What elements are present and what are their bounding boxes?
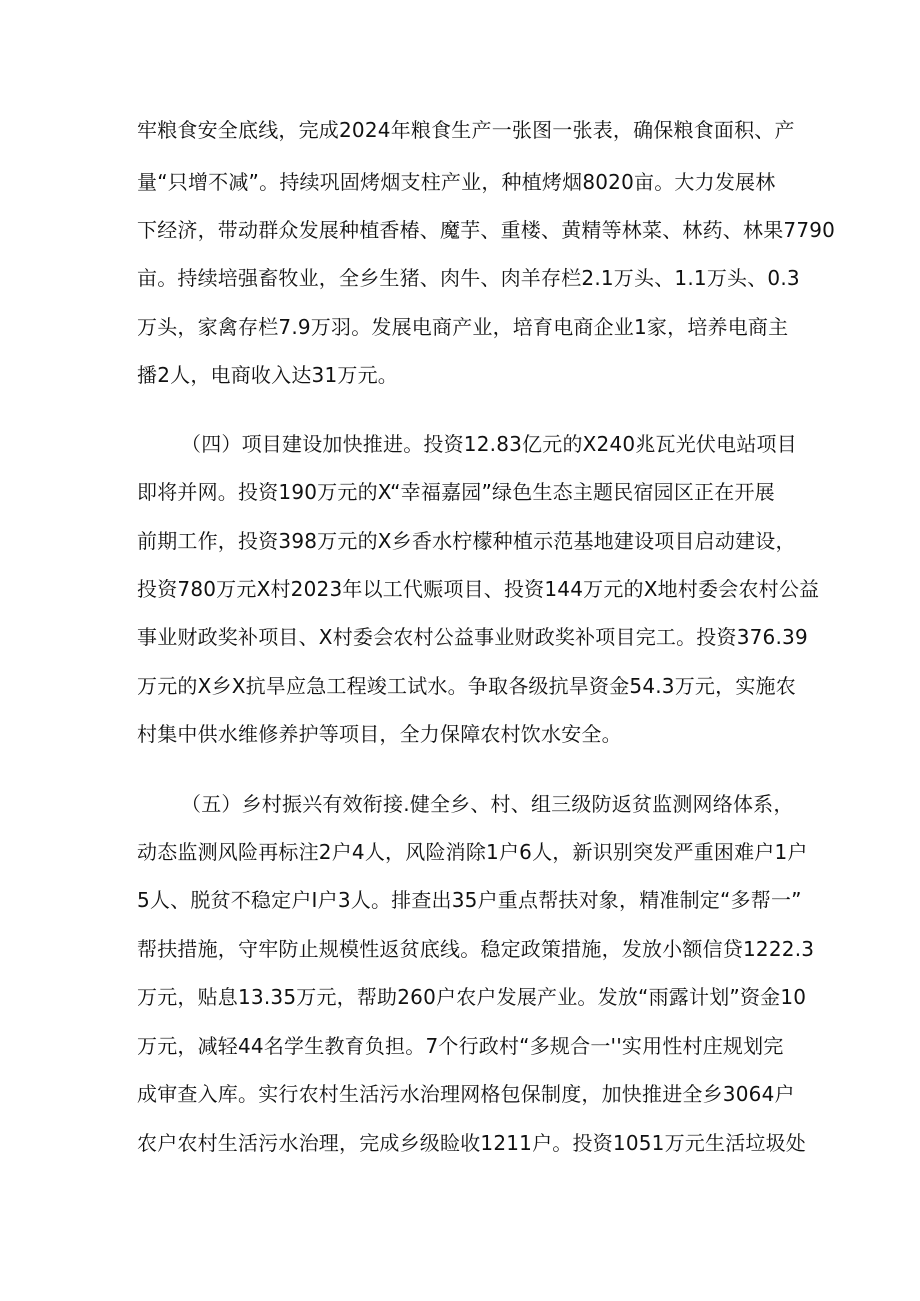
- paragraph-2-line-1: （四）项目建设加快推进。投资12.83亿元的X240兆瓦光伏电站项目: [181, 432, 797, 456]
- paragraph-2-line-4: 投资780万元X村2023年以工代赈项目、投资144万元的X地村委会农村公益: [137, 577, 820, 601]
- paragraph-2-line-5: 事业财政奖补项目、X村委会农村公益事业财政奖补项目完工。投资376.39: [137, 625, 808, 649]
- paragraph-1-line-5: 万头，家禽存栏7.9万羽。发展电商产业，培育电商企业1家，培养电商主: [137, 315, 789, 339]
- paragraph-3-line-5: 万元，贴息13.35万元，帮助260户农户发展产业。发放“雨露计划”资金10: [137, 985, 807, 1009]
- paragraph-1-line-1: 牢粮食安全底线，完成2024年粮食生产一张图一张表，确保粮食面积、产: [137, 118, 795, 142]
- paragraph-3-line-2: 动态监测风险再标注2户4人，风险消除1户6人，新识别突发严重困难户1户: [137, 840, 808, 864]
- paragraph-2-line-7: 村集中供水维修养护等项目，全力保障农村饮水安全。: [137, 722, 622, 746]
- paragraph-3-line-6: 万元，减轻44名学生教育负担。7个行政村“多规合一''实用性村庄规划完: [137, 1034, 784, 1058]
- paragraph-3-line-3: 5人、脱贫不稳定户I户3人。排查出35户重点帮扶对象，精准制定“多帮一”: [137, 888, 802, 912]
- paragraph-1-line-3: 下经济，带动群众发展种植香椿、魔芋、重楼、黄精等林菜、林药、林果7790: [137, 218, 836, 242]
- paragraph-2-line-6: 万元的X乡X抗旱应急工程竣工试水。争取各级抗旱资金54.3万元，实施农: [137, 674, 796, 698]
- paragraph-3-line-4: 帮扶措施，守牢防止规模性返贫底线。稳定政策措施，发放小额信贷1222.3: [137, 937, 815, 961]
- paragraph-1-line-6: 播2人，电商收入达31万元。: [137, 363, 398, 387]
- paragraph-3-line-8: 农户农村生活污水治理，完成乡级睑收1211户。投资1051万元生活垃圾处: [137, 1131, 806, 1155]
- paragraph-1-line-2: 量“只增不减”。持续巩固烤烟支柱产业，种植烤烟8020亩。大力发展林: [137, 170, 776, 194]
- paragraph-2-line-3: 前期工作，投资398万元的X乡香水柠檬种植示范基地建设项目启动建设，: [137, 529, 796, 553]
- paragraph-3-line-1: （五）乡村振兴有效衔接.健全乡、村、组三级防返贫监测网络体系，: [181, 792, 794, 816]
- paragraph-1-line-4: 亩。持续培强畜牧业，全乡生猪、肉牛、肉羊存栏2.1万头、1.1万头、0.3: [137, 266, 800, 290]
- paragraph-2-line-2: 即将并网。投资190万元的X“幸福嘉园”绿色生态主题民宿园区正在开展: [137, 480, 775, 504]
- paragraph-3-line-7: 成审查入库。实行农村生活污水治理网格包保制度，加快推进全乡3064户: [137, 1082, 795, 1106]
